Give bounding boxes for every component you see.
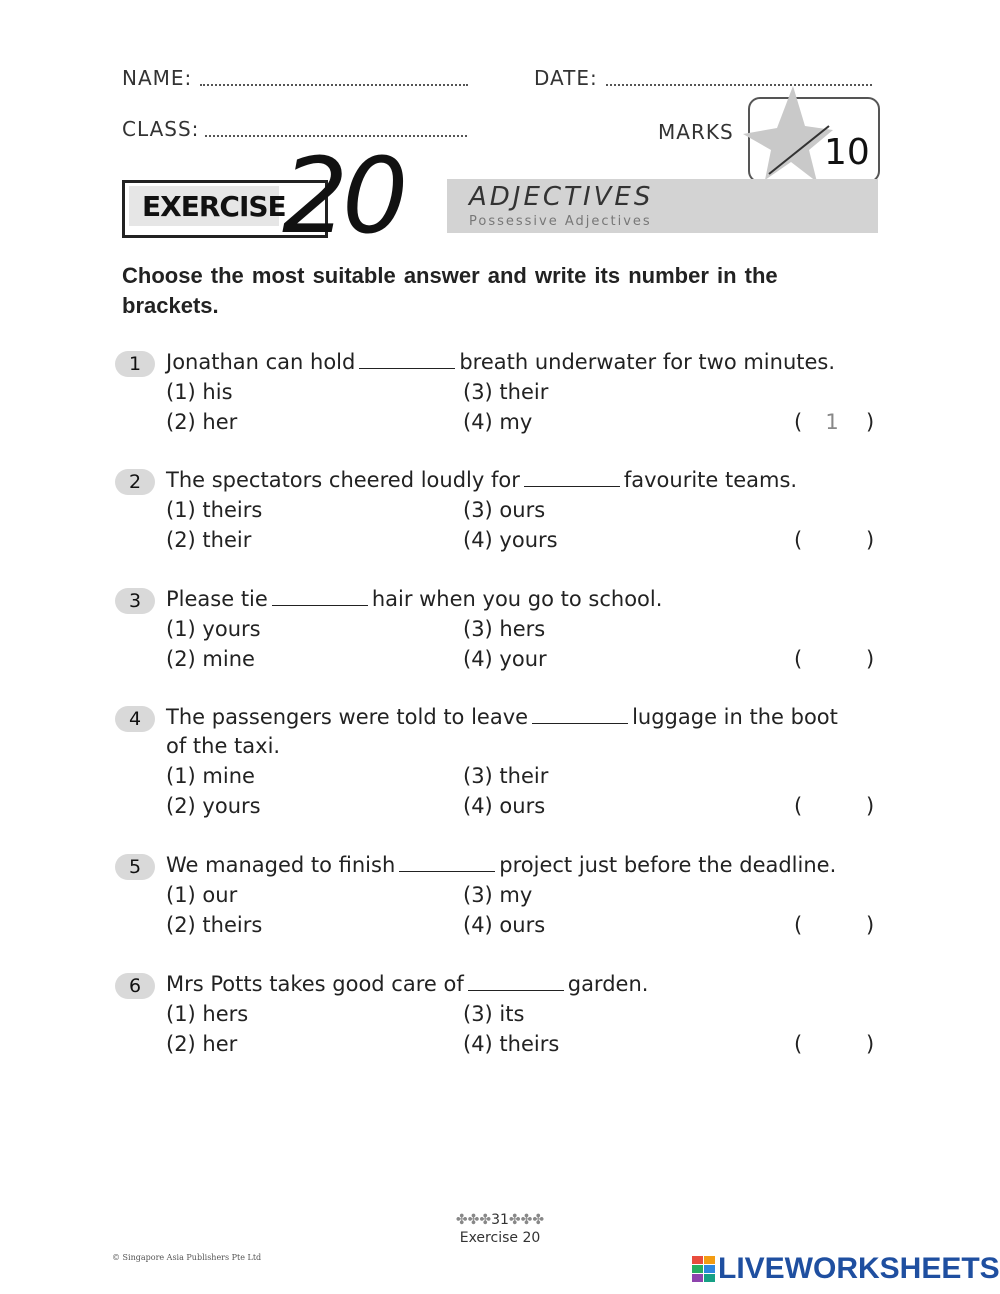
- answer-blank: [532, 723, 628, 724]
- bracket-close: ): [866, 647, 875, 671]
- option-3[interactable]: (3) their: [463, 380, 549, 404]
- option-3[interactable]: (3) their: [463, 764, 549, 788]
- name-field[interactable]: [200, 84, 468, 86]
- question-text-after: garden.: [567, 972, 649, 996]
- answer-blank: [524, 486, 620, 487]
- bracket-open: (: [794, 528, 803, 552]
- option-2[interactable]: (2) her: [166, 1032, 238, 1056]
- bracket-close: ): [866, 794, 875, 818]
- question-text-after: hair when you go to school.: [371, 587, 663, 611]
- question-number: 4: [115, 706, 155, 732]
- question-text-continued: of the taxi.: [166, 734, 281, 758]
- liveworksheets-logo-icon: [692, 1256, 716, 1289]
- exercise-number: 20: [282, 135, 403, 257]
- answer-blank: [468, 990, 564, 991]
- question-text: [166, 972, 648, 996]
- answer-input[interactable]: 1: [825, 410, 839, 434]
- question-number: 2: [115, 469, 155, 495]
- question-text-after: breath underwater for two minutes.: [459, 350, 836, 374]
- marks-total: 10: [824, 132, 870, 173]
- option-4[interactable]: (4) theirs: [463, 1032, 560, 1056]
- option-3[interactable]: (3) ours: [463, 498, 546, 522]
- question-number: 1: [115, 351, 155, 377]
- bracket-open: (: [794, 1032, 803, 1056]
- marks-label: MARKS: [658, 120, 734, 144]
- bracket-open: (: [794, 647, 803, 671]
- option-4[interactable]: (4) ours: [463, 794, 546, 818]
- page-label: Exercise 20: [459, 1230, 541, 1246]
- bracket-close: ): [866, 528, 875, 552]
- page-number: ✤✤✤31✤✤✤: [455, 1212, 545, 1228]
- question-text: [166, 705, 838, 729]
- exercise-label: EXERCISE: [142, 190, 286, 223]
- question-number: 6: [115, 973, 155, 999]
- bracket-open: (: [794, 794, 803, 818]
- question-number: 5: [115, 854, 155, 880]
- answer-blank: [272, 605, 368, 606]
- question-text: [166, 468, 797, 492]
- option-2[interactable]: (2) yours: [166, 794, 261, 818]
- question-text-before: Please tie: [166, 587, 268, 611]
- option-2[interactable]: (2) their: [166, 528, 252, 552]
- option-2[interactable]: (2) her: [166, 410, 238, 434]
- question-text-after: favourite teams.: [623, 468, 798, 492]
- name-label: NAME:: [122, 66, 193, 90]
- option-1[interactable]: (1) our: [166, 883, 238, 907]
- option-1[interactable]: (1) hers: [166, 1002, 249, 1026]
- copyright: © Singapore Asia Publishers Pte Ltd: [112, 1253, 262, 1262]
- option-3[interactable]: (3) its: [463, 1002, 525, 1026]
- question-text-before: Mrs Potts takes good care of: [166, 972, 464, 996]
- instruction: Choose the most suitable answer and write its number in the brackets.: [122, 263, 778, 318]
- liveworksheets-brand: LIVEWORKSHEETS: [718, 1252, 1000, 1285]
- answer-blank: [359, 368, 455, 369]
- option-1[interactable]: (1) his: [166, 380, 233, 404]
- topic-subtitle: Possessive Adjectives: [469, 214, 652, 229]
- bracket-open: (: [794, 410, 803, 434]
- option-2[interactable]: (2) theirs: [166, 913, 263, 937]
- date-label: DATE:: [534, 66, 598, 90]
- option-1[interactable]: (1) theirs: [166, 498, 263, 522]
- topic-title: ADJECTIVES: [469, 182, 654, 212]
- option-1[interactable]: (1) yours: [166, 617, 261, 641]
- question-text-before: The passengers were told to leave: [166, 705, 529, 729]
- page-number-value: 31: [491, 1212, 509, 1228]
- question-text-before: Jonathan can hold: [166, 350, 356, 374]
- option-3[interactable]: (3) my: [463, 883, 533, 907]
- question-number: 3: [115, 588, 155, 614]
- option-4[interactable]: (4) my: [463, 410, 533, 434]
- question-text-before: The spectators cheered loudly for: [166, 468, 520, 492]
- bracket-close: ): [866, 913, 875, 937]
- bracket-close: ): [866, 1032, 875, 1056]
- question-text-after: luggage in the boot: [632, 705, 838, 729]
- question-text: [166, 587, 662, 611]
- option-1[interactable]: (1) mine: [166, 764, 255, 788]
- option-4[interactable]: (4) your: [463, 647, 547, 671]
- option-2[interactable]: (2) mine: [166, 647, 255, 671]
- bracket-close: ): [866, 410, 875, 434]
- question-text: [166, 853, 836, 877]
- question-text-after: project just before the deadline.: [499, 853, 837, 877]
- question-text-before: We managed to finish: [166, 853, 396, 877]
- class-label: CLASS:: [122, 117, 200, 141]
- option-3[interactable]: (3) hers: [463, 617, 546, 641]
- question-text: [166, 350, 835, 374]
- bracket-open: (: [794, 913, 803, 937]
- answer-blank: [399, 871, 495, 872]
- option-4[interactable]: (4) yours: [463, 528, 558, 552]
- option-4[interactable]: (4) ours: [463, 913, 546, 937]
